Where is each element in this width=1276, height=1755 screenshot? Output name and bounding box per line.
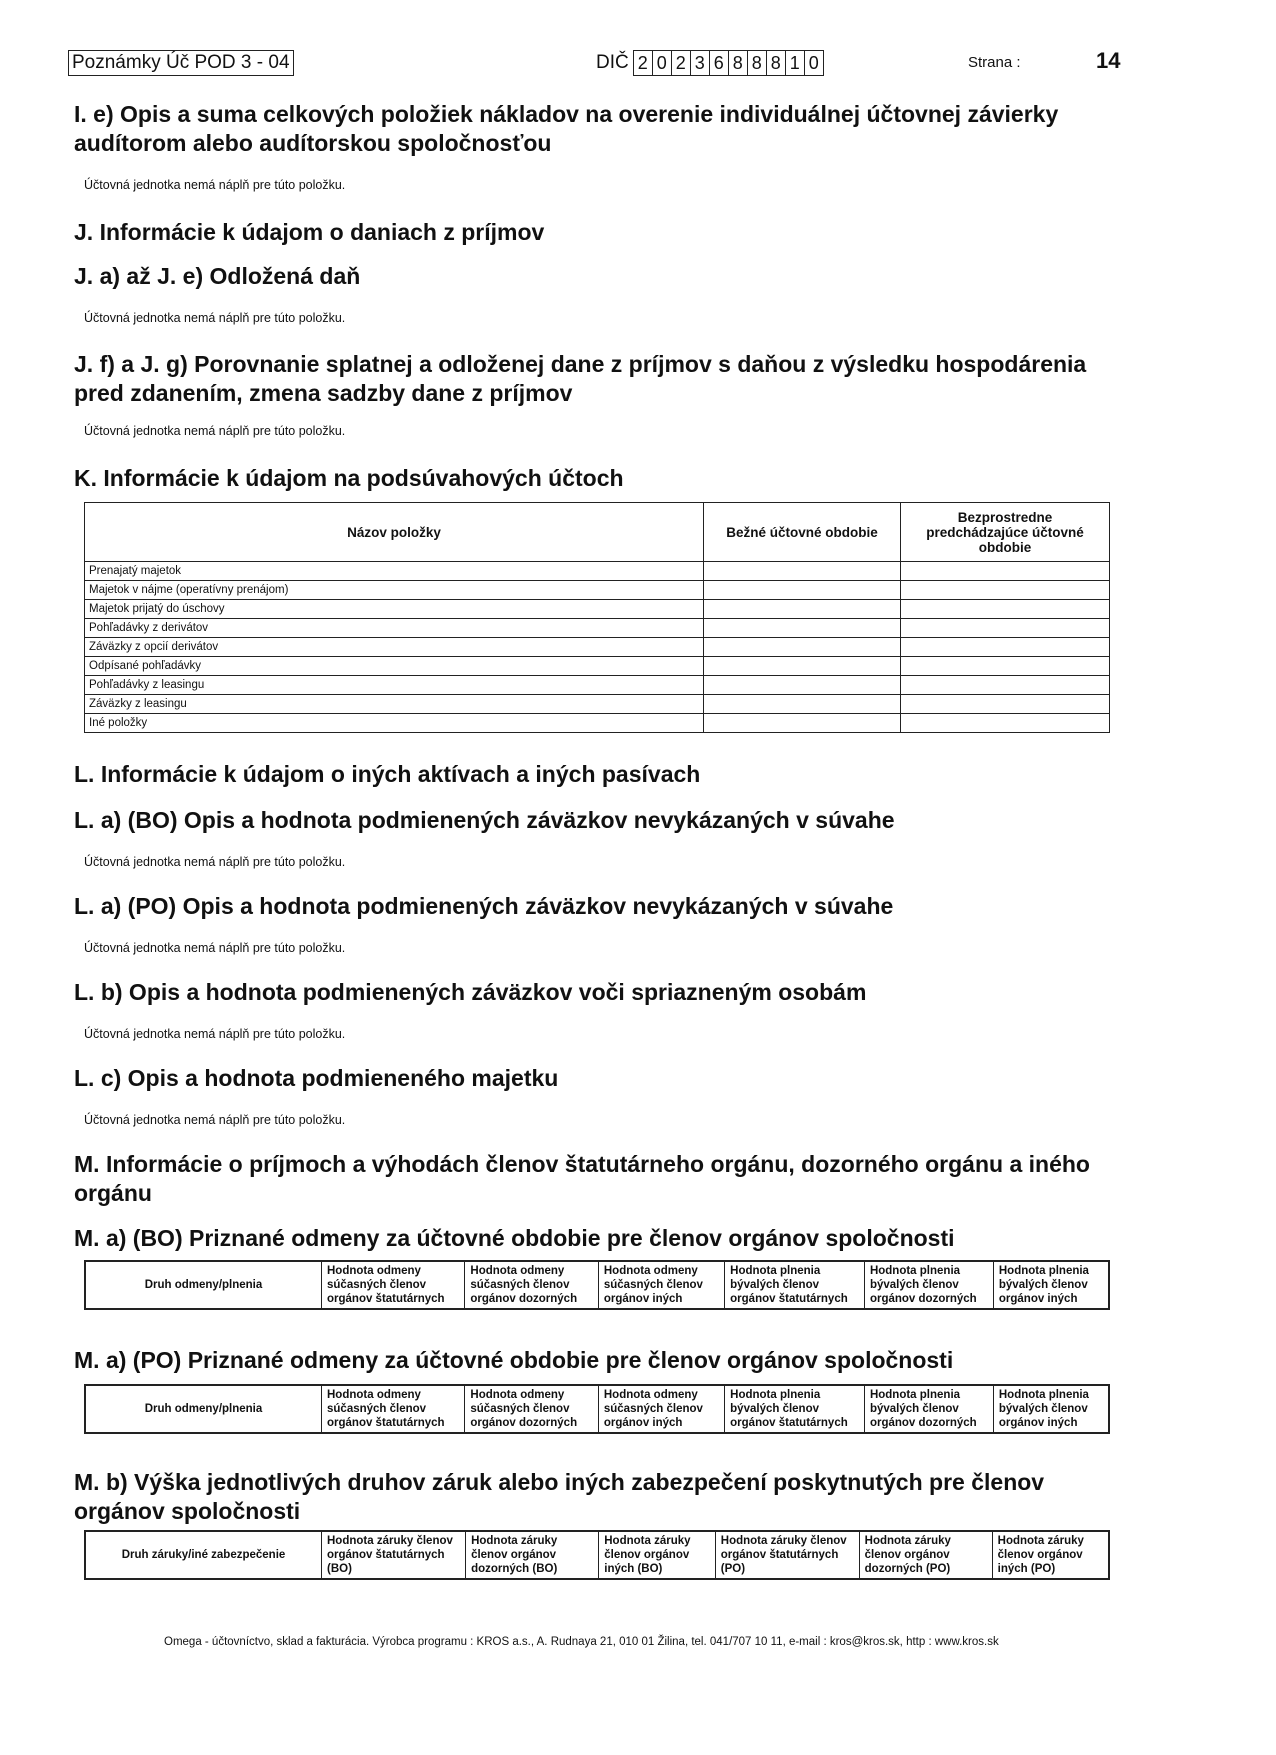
value-cell [704,562,901,581]
remuneration-table-bo: Druh odmeny/plnenia Hodnota odmeny súčasných členov orgánov štatutárnych Hodnota odmeny súčasných členov orgánov dozorných Hodnota odmeny súčasných členov orgánov iných Hodnota plnenia bývalých členov orgánov štatutárnych Hodnota plnenia bývalých členov orgánov dozorných Hodnota plnenia bývalých členov orgánov iných [84,1260,1110,1310]
dic-digit: 0 [652,51,671,75]
guarantees-table: Druh záruky/iné zabezpečenie Hodnota záruky členov orgánov štatutárnych (BO) Hodnota záruky členov orgánov dozorných (BO) Hodnota záruky členov orgánov iných (BO) Hodnota záruky členov orgánov štatutárnych (PO) Hodnota záruky členov orgánov dozorných (PO) Hodnota záruky členov orgánov iných (PO) [84,1530,1110,1580]
value-cell [901,600,1110,619]
dic-digit: 2 [637,53,648,73]
heading-jf-jg: J. f) a J. g) Porovnanie splatnej a odloženej dane z príjmov s daňou z výsledku hospodárenia pred zdanením, zmena sadzby dane z príjmov [74,351,1087,406]
value-cell [901,695,1110,714]
form-title: Poznámky Úč POD 3 - 04 [68,50,294,76]
col-header-current-period: Bežné účtovné obdobie [704,503,901,562]
off-balance-table [84,502,1110,733]
value-cell [901,562,1110,581]
value-cell [901,638,1110,657]
value-cell [704,657,901,676]
remuneration-table-po: Druh odmeny/plnenia Hodnota odmeny súčasných členov orgánov štatutárnych Hodnota odmeny súčasných členov orgánov dozorných Hodnota odmeny súčasných členov orgánov iných Hodnota plnenia bývalých členov orgánov štatutárnych Hodnota plnenia bývalých členov orgánov dozorných Hodnota plnenia bývalých členov orgánov iných [84,1384,1110,1434]
value-cell [901,714,1110,733]
page-label: Strana : [968,54,1021,71]
empty-note: Účtovná jednotka nemá náplň pre túto položku. [84,1027,346,1041]
empty-note: Účtovná jednotka nemá náplň pre túto položku. [84,311,346,325]
footer-text: Omega - účtovníctvo, sklad a fakturácia. Výrobca programu : KROS a.s., A. Rudnaya 21, 010 01 Žilina, tel. 041/707 10 11, e-mail : kros@kros.sk, http : www.kros.sk [164,1636,999,1648]
dic-digit: 3 [690,51,709,75]
value-cell [704,619,901,638]
table-row: Iné položky [85,714,1110,733]
heading-ie: I. e) Opis a suma celkových položiek nákladov na overenie individuálnej účtovnej závierky audítorom alebo audítorskou spoločnosťou [74,101,1059,156]
value-cell [704,600,901,619]
table-row: Záväzky z leasingu [85,695,1110,714]
value-cell [704,695,901,714]
dic-digit: 8 [766,51,785,75]
table-row: Majetok v nájme (operatívny prenájom) [85,581,1110,600]
value-cell [901,581,1110,600]
value-cell [704,714,901,733]
heading-j: J. Informácie k údajom o daniach z príjmov [74,219,545,245]
heading-ja-je: J. a) až J. e) Odložená daň [74,263,361,289]
col-header-previous-period: Bezprostredne predchádzajúce účtovné obdobie [901,503,1110,562]
empty-note: Účtovná jednotka nemá náplň pre túto položku. [84,424,346,438]
heading-ma-bo: M. a) (BO) Priznané odmeny za účtovné obdobie pre členov orgánov spoločnosti [74,1225,955,1251]
empty-note: Účtovná jednotka nemá náplň pre túto položku. [84,1113,346,1127]
empty-note: Účtovná jednotka nemá náplň pre túto položku. [84,855,346,869]
heading-ma-po: M. a) (PO) Priznané odmeny za účtovné obdobie pre členov orgánov spoločnosti [74,1347,954,1373]
heading-k: K. Informácie k údajom na podsúvahových účtoch [74,465,624,491]
table-row: Pohľadávky z leasingu [85,676,1110,695]
table-row: Odpísané pohľadávky [85,657,1110,676]
page-number: 14 [1096,48,1121,73]
dic-digits [633,50,824,76]
dic-label: DIČ [596,52,629,73]
col-header-item-name: Názov položky [85,503,704,562]
table-row: Pohľadávky z derivátov [85,619,1110,638]
dic-digit: 1 [785,51,804,75]
heading-l: L. Informácie k údajom o iných aktívach a iných pasívach [74,761,701,787]
dic-digit: 8 [728,51,747,75]
dic-digit: 2 [671,51,690,75]
heading-la-po: L. a) (PO) Opis a hodnota podmienených záväzkov nevykázaných v súvahe [74,893,894,919]
dic-digit: 8 [747,51,766,75]
value-cell [704,676,901,695]
value-cell [901,676,1110,695]
heading-la-bo: L. a) (BO) Opis a hodnota podmienených záväzkov nevykázaných v súvahe [74,807,895,833]
heading-lc: L. c) Opis a hodnota podmieneného majetku [74,1065,559,1091]
heading-lb: L. b) Opis a hodnota podmienených záväzkov voči spriazneným osobám [74,979,867,1005]
empty-note: Účtovná jednotka nemá náplň pre túto položku. [84,178,346,192]
heading-mb: M. b) Výška jednotlivých druhov záruk alebo iných zabezpečení poskytnutých pre členov orgánov spoločnosti [74,1469,1045,1524]
table-row: Majetok prijatý do úschovy [85,600,1110,619]
value-cell [704,581,901,600]
table-row: Prenajatý majetok [85,562,1110,581]
value-cell [901,619,1110,638]
value-cell [901,657,1110,676]
dic-digit: 0 [804,51,823,75]
table-row: Záväzky z opcií derivátov [85,638,1110,657]
empty-note: Účtovná jednotka nemá náplň pre túto položku. [84,941,346,955]
dic-digit: 6 [709,51,728,75]
dic-field [596,50,824,76]
heading-m: M. Informácie o príjmoch a výhodách členov štatutárneho orgánu, dozorného orgánu a iného orgánu [74,1151,1090,1206]
value-cell [704,638,901,657]
